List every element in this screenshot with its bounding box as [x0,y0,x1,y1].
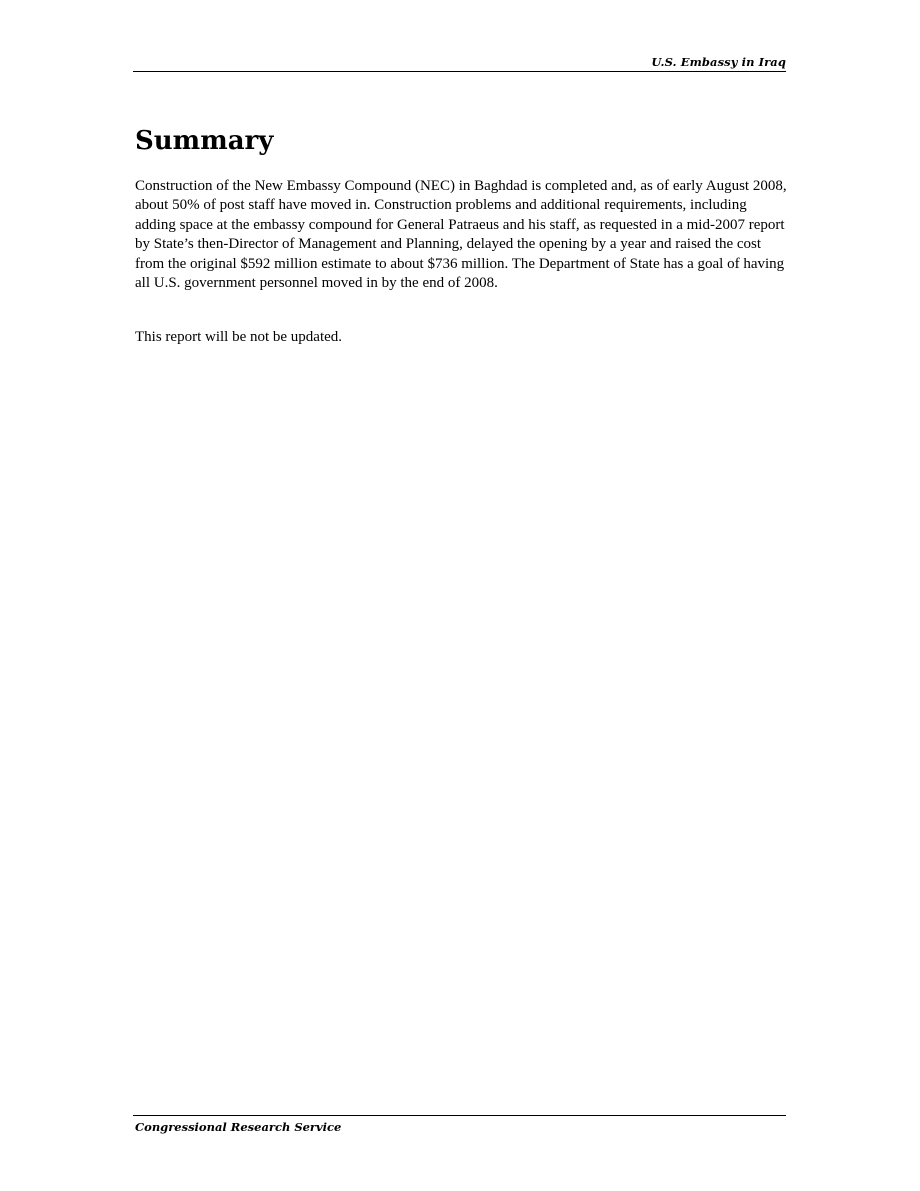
summary-paragraph: Construction of the New Embassy Compound (NEC) in Baghdad is completed and, as of early August 2008, about 50% of post staff have moved in. Construction problems and additional requirements, including adding space at the embassy compound for General Patraeus and his staff, as requested in a mid-2007 report by State’s then-Director of Management and Planning, delayed the opening by a year and raised the cost from the original $592 million estimate to about $736 million. The Department of State has a goal of having all U.S. government personnel moved in by the end of 2008. [135,178,787,292]
running-footer: Congressional Research Service [135,1120,342,1134]
header-divider [133,71,786,72]
running-header: U.S. Embassy in Iraq [651,55,786,69]
update-note-paragraph: This report will be not be updated. [135,329,343,345]
footer-divider [133,1115,786,1116]
section-title: Summary [135,126,274,156]
